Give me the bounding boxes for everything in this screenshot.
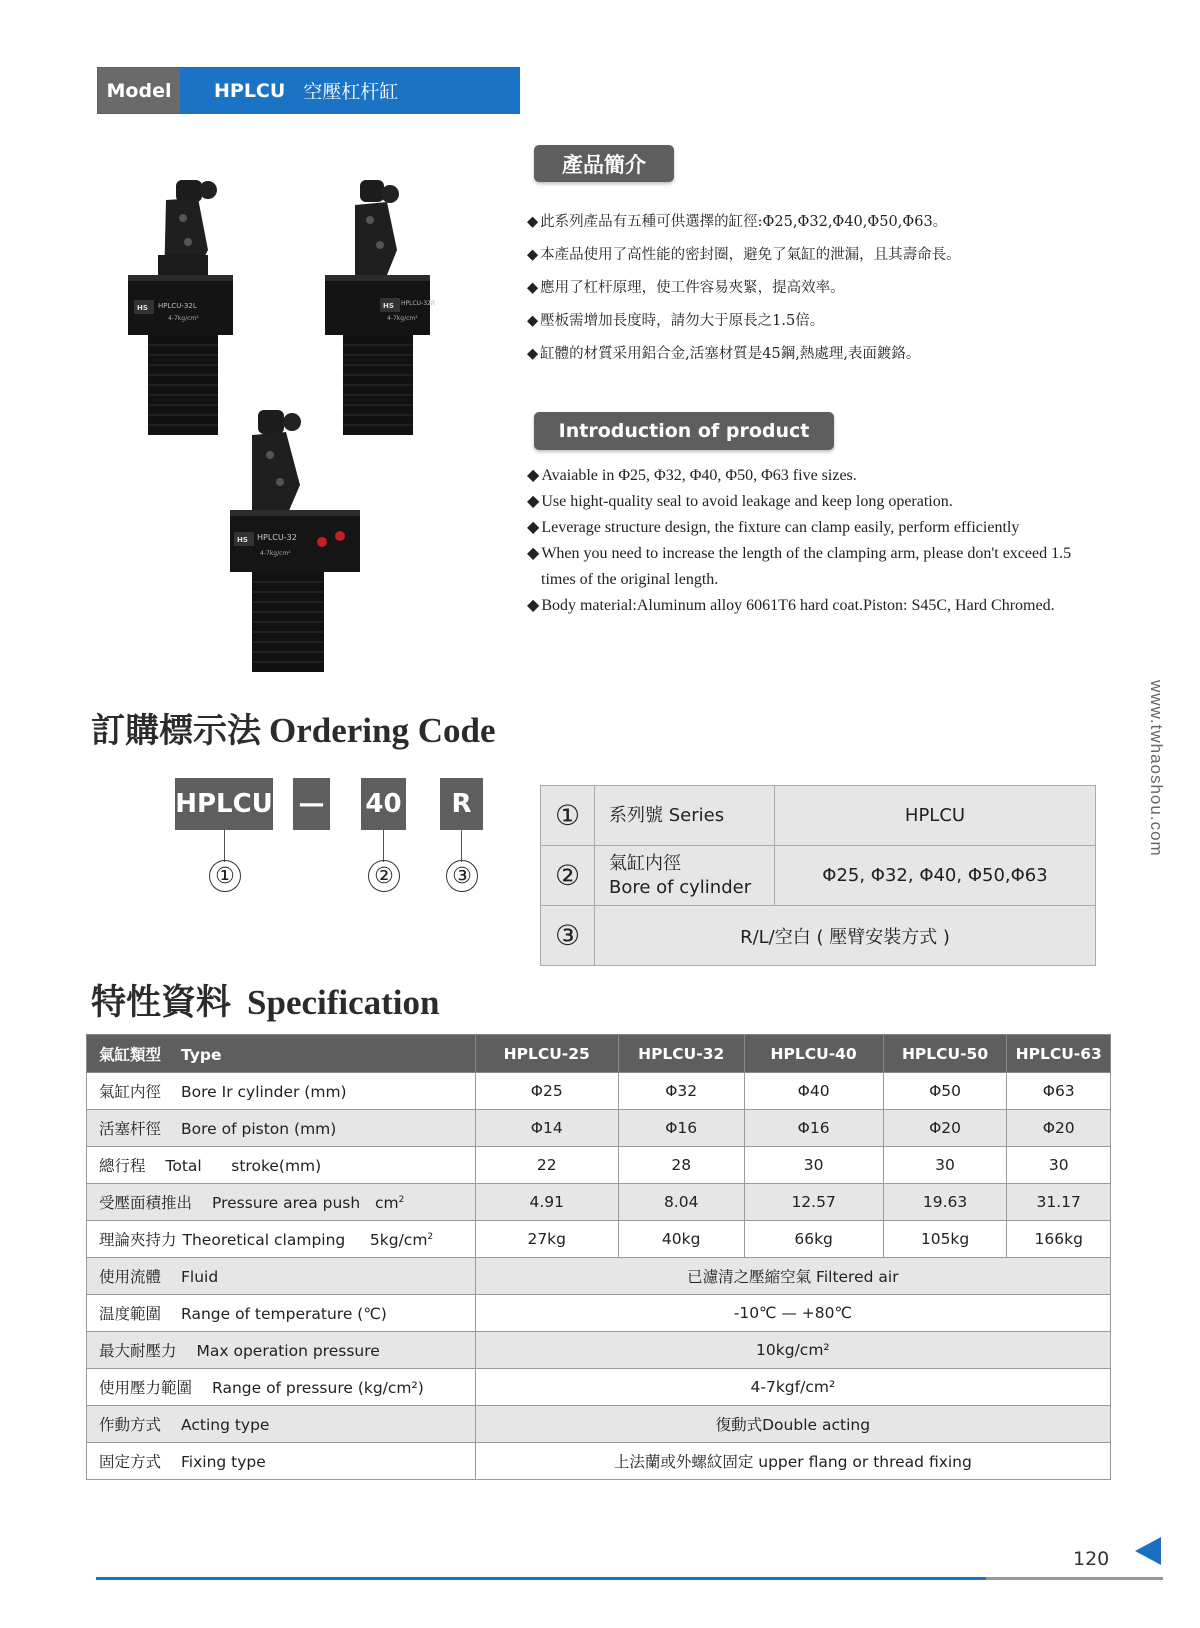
spec-header-row [87,1035,1111,1073]
pressure-label-3: 4-7kg/cm² [260,550,291,557]
table-row [87,1258,1111,1295]
page-number: 120 [1073,1548,1110,1570]
spec-cell: Φ50 [883,1073,1007,1110]
intro-cn-item: ◆ 壓板需增加長度時，請勿大于原長之1.5倍。 [527,313,825,329]
product-label-3: HPLCU-32 [257,533,297,542]
spec-model-header: HPLCU-25 [475,1035,618,1073]
spec-cell: 8.04 [618,1184,744,1221]
spec-cell: Φ20 [1007,1110,1111,1147]
intro-en-item: times of the original length. [541,571,719,588]
spec-span-cell: 10kg/cm² [475,1332,1110,1369]
spec-span-cell: 復動式Double acting [475,1406,1110,1443]
spec-cell: 30 [1007,1147,1111,1184]
pressure-label-1: 4-7kg/cm² [168,315,199,322]
spec-cell: 19.63 [883,1184,1007,1221]
ordering-row-value: HPLCU [775,786,1096,846]
spec-cell: Φ63 [1007,1073,1111,1110]
spec-row-label: 理論夾持力 Theoretical clamping $5kg/cm^2$ [87,1221,476,1258]
spec-row-label: 活塞杆徑 Bore of piston (mm) [87,1110,476,1147]
intro-en-item: ◆ Use hight-quality seal to avoid leakage and keep long operation. [527,493,953,510]
side-url: www.twhaoshou.com [1147,680,1166,857]
ordering-row-label: 氣缸内徑 Bore of cylinder [595,846,775,906]
table-row [87,1073,1111,1110]
intro-cn-item: ◆ 應用了杠杆原理，使工件容易夾緊，提高效率。 [527,280,845,296]
spec-cell: Φ40 [744,1073,883,1110]
table-row [87,1332,1111,1369]
table-row [87,1443,1111,1480]
intro-en-item: ◆ Avaiable in Φ25, Φ32, Φ40, Φ50, Φ63 five sizes. [527,467,857,484]
spec-cell: 27kg [475,1221,618,1258]
spec-cell: Φ16 [744,1110,883,1147]
spec-cell: Φ16 [618,1110,744,1147]
table-row [87,1295,1111,1332]
spec-cell: 30 [744,1147,883,1184]
intro-en-list [527,463,1167,619]
model-banner [97,67,520,114]
spec-cell: Φ32 [618,1073,744,1110]
ordering-row [541,846,1096,906]
code-number-1: ① [209,860,241,892]
product-image-right [325,180,436,440]
table-row [87,1221,1111,1258]
spec-row-label: 使用流體 Fluid [87,1258,476,1295]
spec-heading [91,975,440,1025]
spec-model-header: HPLCU-50 [883,1035,1007,1073]
spec-type-header: 氣缸類型 Type [87,1035,476,1073]
model-title [180,68,519,113]
intro-en-title: Introduction of product [534,412,834,450]
spec-cell: 28 [618,1147,744,1184]
spec-heading-cn: 特性資料 [91,982,232,1023]
ordering-row-number: ① [541,786,595,846]
spec-cell: Φ25 [475,1073,618,1110]
spec-model-header: HPLCU-40 [744,1035,883,1073]
spec-cell: 30 [883,1147,1007,1184]
spec-cell: 66kg [744,1221,883,1258]
ordering-table [540,785,1096,966]
model-code: HPLCU [214,79,286,102]
spec-cell: 40kg [618,1221,744,1258]
footer-rule-gray [986,1577,1163,1580]
spec-cell: 105kg [883,1221,1007,1258]
code-part-bore: 40 [361,778,406,830]
spec-row-label: 温度範圍 Range of temperature (℃) [87,1295,476,1332]
table-row [87,1110,1111,1147]
code-part-dash: — [293,778,330,830]
table-row [87,1406,1111,1443]
spec-cell: Φ20 [883,1110,1007,1147]
spec-span-cell: 4-7kgf/cm² [475,1369,1110,1406]
model-tag: Model [98,68,180,113]
ordering-heading [91,703,496,752]
spec-cell: 12.57 [744,1184,883,1221]
brand-mark-2: HS [383,302,394,310]
intro-en-item: ◆ Leverage structure design, the fixture can clamp easily, perform efficiently [527,519,1020,536]
spec-cell: 31.17 [1007,1184,1111,1221]
product-image-left [128,180,233,440]
table-row [87,1147,1111,1184]
spec-cell: Φ14 [475,1110,618,1147]
ordering-row [541,786,1096,846]
spec-row-label: 最大耐壓力 Max operation pressure [87,1332,476,1369]
spec-table [86,1034,1111,1480]
spec-row-label: 使用壓力範圍 Range of pressure (kg/cm²) [87,1369,476,1406]
intro-en-item: ◆ Body material:Aluminum alloy 6061T6 hard coat.Piston: S45C, Hard Chromed. [527,597,1055,614]
spec-row-label: 總行程 Total stroke(mm) [87,1147,476,1184]
brand-mark-3: HS [237,536,248,544]
model-name-cn: 空壓杠杆缸 [303,81,399,103]
code-number-2: ② [368,860,400,892]
spec-row-label: 固定方式 Fixing type [87,1443,476,1480]
intro-cn-title: 產品簡介 [534,145,674,182]
ordering-row-value: Φ25, Φ32, Φ40, Φ50,Φ63 [775,846,1096,906]
intro-en-item: ◆ When you need to increase the length of the clamping arm, please don't exceed 1.5 [527,545,1072,562]
ordering-heading-en: Ordering Code [269,711,496,750]
code-part-series: HPLCU [175,778,273,830]
ordering-row-label: 系列號 Series [595,786,775,846]
spec-span-cell: 已濾清之壓縮空氣 Filtered air [475,1258,1110,1295]
ordering-row [541,906,1096,966]
code-number-3: ③ [446,860,478,892]
ordering-row-number: ② [541,846,595,906]
code-part-direction: R [440,778,483,830]
product-label-2: HPLCU-32R [401,300,436,307]
product-image-center [230,410,360,675]
code-connector-2 [383,830,384,862]
ordering-row-number: ③ [541,906,595,966]
pressure-label-2: 4-7kg/cm² [387,315,418,322]
intro-cn-item: ◆ 此系列產品有五種可供選擇的缸徑:Φ25,Φ32,Φ40,Φ50,Φ63。 [527,214,948,230]
table-row [87,1369,1111,1406]
table-row [87,1184,1111,1221]
intro-cn-item: ◆ 本產品使用了高性能的密封圈，避免了氣缸的泄漏，且其壽命長。 [527,247,961,263]
footer-rule [96,1577,986,1580]
spec-model-header: HPLCU-32 [618,1035,744,1073]
spec-cell: 22 [475,1147,618,1184]
spec-row-label: 氣缸内徑 Bore Ir cylinder (mm) [87,1073,476,1110]
code-connector-1 [224,830,225,862]
brand-mark-1: HS [137,304,148,312]
intro-cn-list [527,206,961,371]
spec-row-label: 作動方式 Acting type [87,1406,476,1443]
spec-span-cell: 上法蘭或外螺紋固定 upper flang or thread fixing [475,1443,1110,1480]
code-connector-3 [461,830,462,862]
spec-cell: 4.91 [475,1184,618,1221]
page-corner-arrow-icon [1135,1537,1161,1565]
ordering-heading-cn: 訂購標示法 [91,711,261,751]
ordering-row-value: R/L/空白 ( 壓臂安裝方式 ) [595,906,1096,966]
spec-row-label: 受壓面積推出 Pressure area push $cm^2$ [87,1184,476,1221]
product-label-1: HPLCU-32L [158,302,197,310]
intro-cn-item: ◆ 缸體的材質采用鋁合金,活塞材質是45鋼,熱處理,表面鍍鉻。 [527,346,921,362]
spec-cell: 166kg [1007,1221,1111,1258]
spec-heading-en: Specification [247,983,440,1022]
spec-model-header: HPLCU-63 [1007,1035,1111,1073]
spec-span-cell: -10℃ — +80℃ [475,1295,1110,1332]
